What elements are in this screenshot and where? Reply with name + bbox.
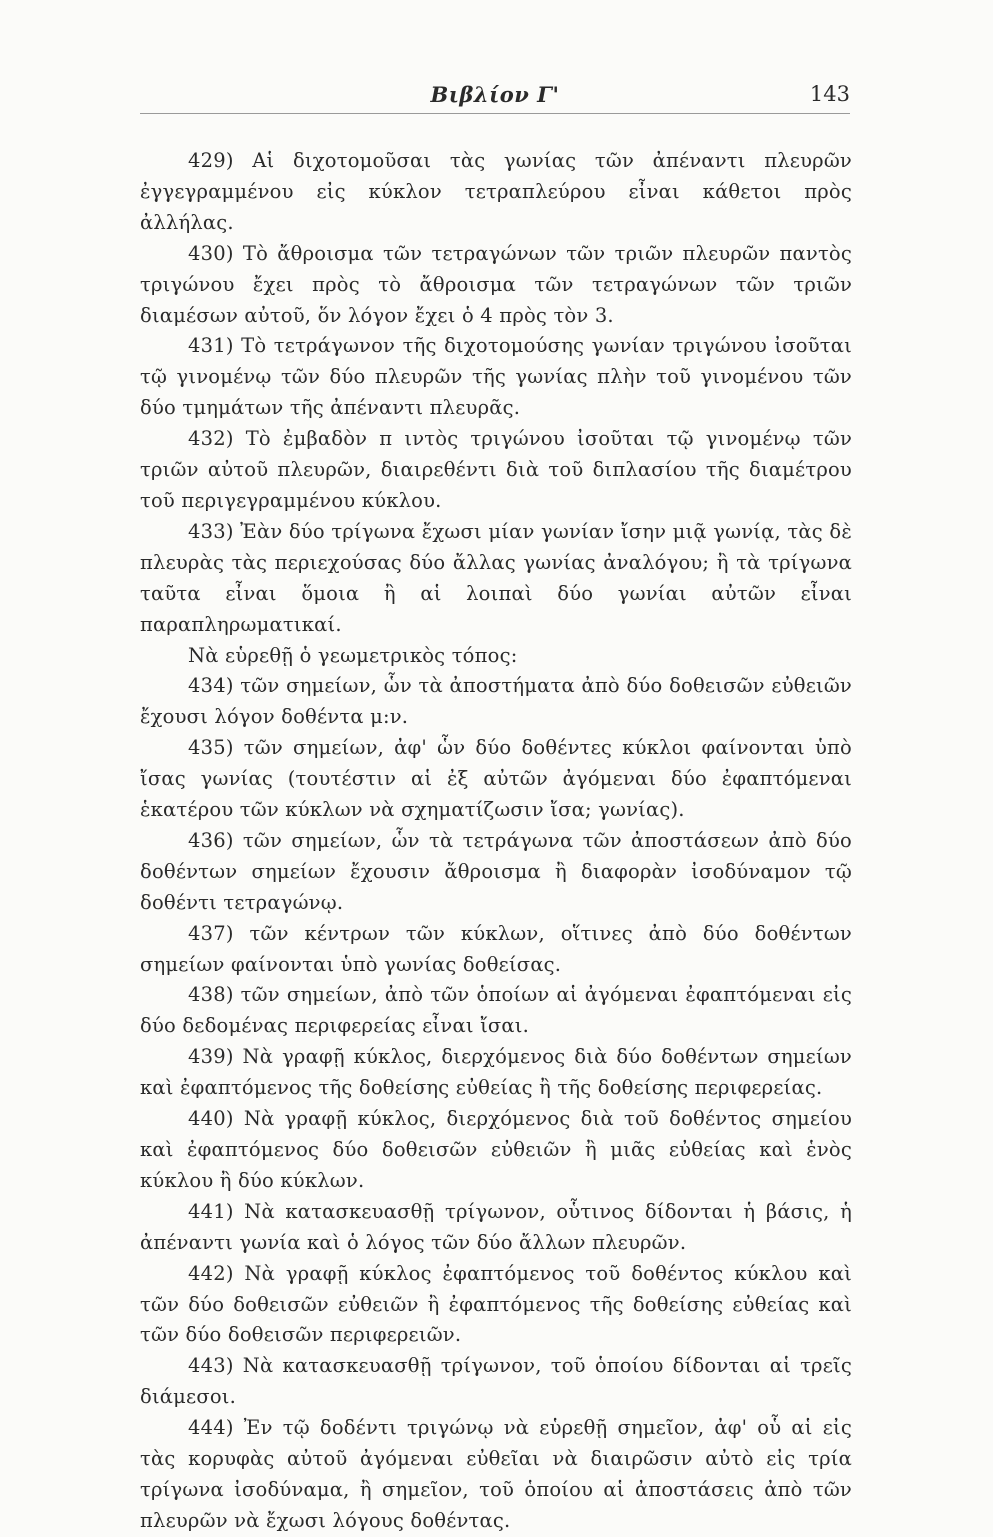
exercise-437: 437) τῶν κέντρων τῶν κύκλων, οἵτινες ἀπὸ δύο δοθέντων σημείων φαίνονται ὑπὸ γωνίας δοθείσας. — [140, 921, 852, 976]
exercise-434: 434) τῶν σημείων, ὧν τὰ ἀποστήματα ἀπὸ δύο δοθεισῶν εὐθειῶν ἔχουσι λόγον δοθέντα μ:ν. — [140, 674, 852, 729]
exercise-435: 435) τῶν σημείων, ἀφ' ὧν δύο δοθέντες κύκλοι φαίνονται ὑπὸ ἴσας γωνίας (τουτέστιν αἱ ἐξ αὐτῶν ἀγόμεναι δύο ἐφαπτόμεναι ἑκατέρου τῶν κύκλων νὰ σχηματίζωσιν ἴσα; γωνίας). — [140, 736, 852, 822]
exercise-442: 442) Νὰ γραφῇ κύκλος ἐφαπτόμενος τοῦ δοθέντος κύκλου καὶ τῶν δύο δοθεισῶν εὐθειῶν ἢ ἐφαπτόμενος τῆς δοθείσης εὐθείας καὶ τῶν δύο δοθεισῶν περιφερειῶν. — [140, 1261, 852, 1347]
exercise-444: 444) Ἐν τῷ δοδέντι τριγώνῳ νὰ εὑρεθῇ σημεῖον, ἀφ' οὗ αἱ εἰς τὰς κορυφὰς αὐτοῦ ἀγόμεναι εὐθεῖαι νὰ διαιρῶσιν αὐτὸ εἰς τρία τρίγωνα ἰσοδύναμα, ἢ σημεῖον, τοῦ ὁποίου αἱ ἀποστάσεις ἀπὸ τῶν πλευρῶν νὰ ἔχωσι λόγους δοθέντας. — [140, 1416, 852, 1532]
header-rule — [140, 113, 850, 114]
exercise-429: 429) Αἱ διχοτομοῦσαι τὰς γωνίας τῶν ἀπέναντι πλευρῶν ἐγγεγραμμένου εἰς κύκλον τετραπλεύρου εἶναι κάθετοι πρὸς ἀλλήλας. — [140, 149, 852, 234]
running-title: Βιβλίον Γ' — [430, 82, 560, 107]
page-header — [140, 80, 850, 114]
exercise-433: 433) Ἐὰν δύο τρίγωνα ἔχωσι μίαν γωνίαν ἴσην μιᾷ γωνίᾳ, τὰς δὲ πλευρὰς τὰς περιεχούσας δύο ἄλλας γωνίας ἀναλόγου; ἢ τὰ τρίγωνα ταῦτα εἶναι ὅμοια ἢ αἱ λοιπαὶ δύο γωνίαι αὐτῶν εἶναι παραπληρωματικαί. — [140, 519, 852, 636]
exercise-431: 431) Τὸ τετράγωνον τῆς διχοτομούσης γωνίαν τριγώνου ἰσοῦται τῷ γινομένῳ τῶν δύο πλευρῶν τῆς γωνίας πλὴν τοῦ γινομένου τῶν δύο τμημάτων τῆς ἀπέναντι πλευρᾶς. — [140, 334, 852, 420]
exercise-438: 438) τῶν σημείων, ἀπὸ τῶν ὁποίων αἱ ἀγόμεναι ἐφαπτόμεναι εἰς δύο δεδομένας περιφερείας εἶναι ἴσαι. — [140, 983, 852, 1038]
exercise-443: 443) Νὰ κατασκευασθῇ τρίγωνον, τοῦ ὁποίου δίδονται αἱ τρεῖς διάμεσοι. — [140, 1354, 852, 1409]
exercise-430: 430) Τὸ ἄθροισμα τῶν τετραγώνων τῶν τριῶν πλευρῶν παντὸς τριγώνου ἔχει πρὸς τὸ ἄθροισμα τῶν τετραγώνων τῶν τριῶν διαμέσων αὐτοῦ, ὅν λόγον ἔχει ὁ 4 πρὸς τὸν 3. — [140, 241, 852, 327]
exercise-432: 432) Τὸ ἐμβαδὸν π ιντὸς τριγώνου ἰσοῦται τῷ γινομένῳ τῶν τριῶν αὐτοῦ πλευρῶν, διαιρεθέντι διὰ τοῦ διπλασίου τῆς διαμέτρου τοῦ περιγεγραμμένου κύκλου. — [140, 427, 852, 512]
page-number: 143 — [809, 82, 850, 106]
exercise-441: 441) Νὰ κατασκευασθῇ τρίγωνον, οὗτινος δίδονται ἡ βάσις, ἡ ἀπέναντι γωνία καὶ ὁ λόγος τῶν δύο ἄλλων πλευρῶν. — [140, 1199, 852, 1254]
locus-heading: Νὰ εὑρεθῇ ὁ γεωμετρικὸς τόπος: — [188, 643, 518, 667]
exercise-436: 436) τῶν σημείων, ὧν τὰ τετράγωνα τῶν ἀποστάσεων ἀπὸ δύο δοθέντων σημείων ἔχουσιν ἄθροισμα ἢ διαφορὰν ἰσοδύναμον τῷ δοθέντι τετραγώνῳ. — [140, 828, 852, 914]
page-body — [140, 146, 852, 1537]
exercise-440: 440) Νὰ γραφῇ κύκλος, διερχόμενος διὰ τοῦ δοθέντος σημείου καὶ ἐφαπτόμενος δύο δοθεισῶν εὐθειῶν ἢ μιᾶς εὐθείας καὶ ἑνὸς κύκλου ἢ δύο κύκλων. — [140, 1107, 852, 1192]
exercise-439: 439) Νὰ γραφῇ κύκλος, διερχόμενος διὰ δύο δοθέντων σημείων καὶ ἐφαπτόμενος τῆς δοθείσης εὐθείας ἢ τῆς δοθείσης περιφερείας. — [140, 1045, 852, 1100]
